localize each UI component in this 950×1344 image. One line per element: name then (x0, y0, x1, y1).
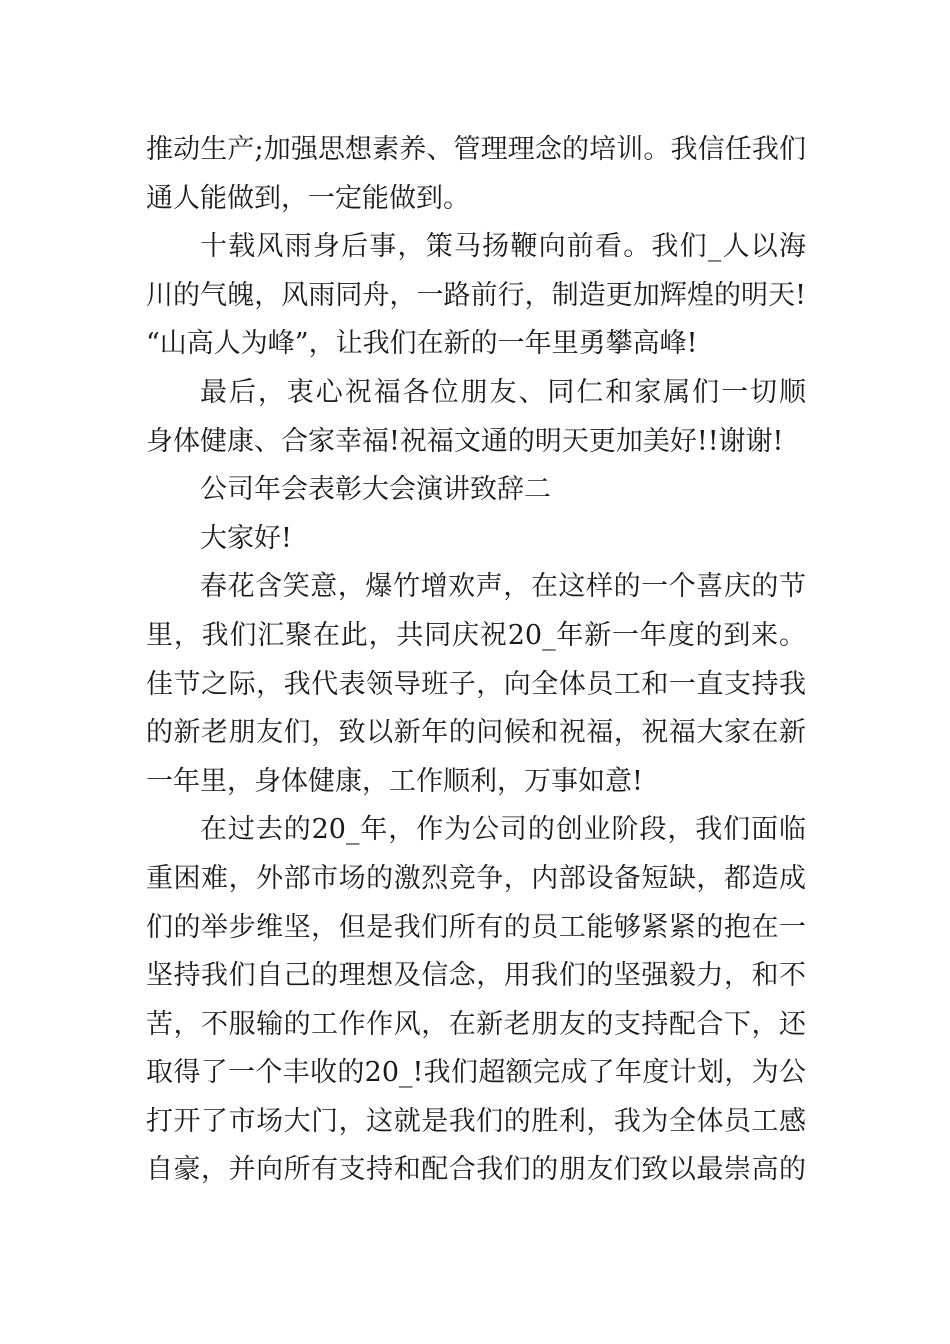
document-body (146, 126, 806, 1195)
text-line: 的新老朋友们，致以新年的问候和祝福，祝福大家在新 (146, 717, 806, 749)
text-line: 取得了一个丰收的20_!我们超额完成了年度计划，为公 (146, 1057, 806, 1089)
section-heading: 公司年会表彰大会演讲致辞二 (200, 474, 551, 506)
text-line: 佳节之际，我代表领导班子，向全体员工和一直支持我 (146, 668, 806, 700)
text-line: “山高人为峰”，让我们在新的一年里勇攀高峰! (146, 328, 698, 360)
text-line: 在过去的20_年，作为公司的创业阶段，我们面临 (200, 814, 806, 846)
text-line: 们的举步维坚，但是我们所有的员工能够紧紧的抱在一 (146, 911, 806, 943)
text-line: 苦，不服输的工作作风，在新老朋友的支持配合下，还 (146, 1008, 806, 1040)
greeting-line: 大家好! (200, 522, 292, 554)
text-line: 一年里，身体健康，工作顺利，万事如意! (146, 765, 643, 797)
text-line: 坚持我们自己的理想及信念，用我们的坚强毅力，和不 (146, 960, 806, 992)
text-line: 通人能做到，一定能做到。 (146, 182, 470, 214)
text-line: 川的气魄，风雨同舟，一路前行，制造更加辉煌的明天! (146, 279, 806, 311)
text-line: 春花含笑意，爆竹增欢声，在这样的一个喜庆的节 (200, 571, 806, 603)
text-line: 十载风雨身后事，策马扬鞭向前看。我们_人以海 (200, 231, 806, 263)
text-line: 重困难，外部市场的激烈竞争，内部设备短缺，都造成 (146, 862, 806, 894)
text-line: 推动生产;加强思想素养、管理理念的培训。我信任我们 (146, 134, 806, 165)
text-line: 自豪，并向所有支持和配合我们的朋友们致以最崇高的 (146, 1154, 806, 1186)
text-line: 里，我们汇聚在此，共同庆祝20_年新一年度的到来。 (146, 619, 806, 651)
text-line: 身体健康、合家幸福!祝福文通的明天更加美好!!谢谢! (146, 425, 784, 457)
text-line: 最后，衷心祝福各位朋友、同仁和家属们一切顺 (200, 376, 806, 408)
text-line: 打开了市场大门，这就是我们的胜利，我为全体员工感 (146, 1105, 806, 1137)
